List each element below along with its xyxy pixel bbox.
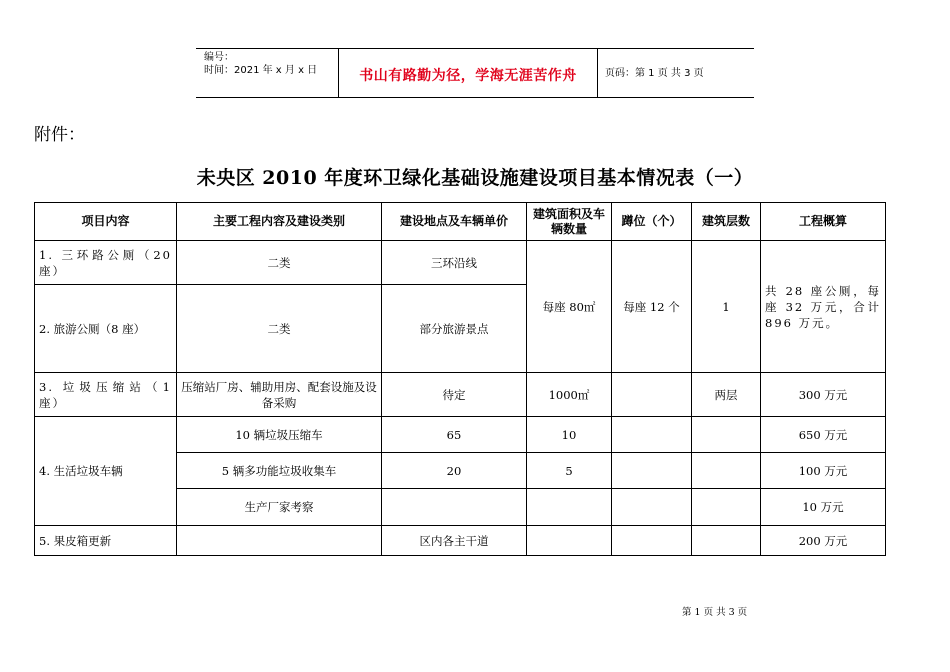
header-meta-cell (196, 49, 338, 97)
content-cell: 压缩站厂房、辅助用房、配套设施及设备采购 (177, 373, 382, 417)
header-motto-cell (338, 49, 598, 97)
location-cell: 区内各主干道 (382, 526, 527, 556)
budget-cell: 650 万元 (761, 417, 886, 453)
squat-cell (612, 453, 692, 489)
price-cell (382, 489, 527, 526)
page-number-label: 页码：第 1 页 共 3 页 (605, 68, 704, 79)
content-cell: 5 辆多功能垃圾收集车 (177, 453, 382, 489)
header-cell: 项目内容 (35, 203, 177, 241)
budget-cell: 300 万元 (761, 373, 886, 417)
budget-cell: 200 万元 (761, 526, 886, 556)
header-motto: 书山有路勤为径，学海无涯苦作舟 (359, 68, 577, 84)
header-cell: 蹲位（个） (612, 203, 692, 241)
item-cell: 2. 旅游公厕（8 座） (35, 285, 177, 373)
document-number-label: 编号： (204, 52, 234, 63)
document-title: 未央区 2010 年度环卫绿化基础设施建设项目基本情况表（一） (196, 167, 754, 189)
floors-cell (692, 417, 761, 453)
area-cell: 1000㎡ (527, 373, 612, 417)
price-cell: 65 (382, 417, 527, 453)
content-cell: 10 辆垃圾压缩车 (177, 417, 382, 453)
header-cell: 主要工程内容及建设类别 (177, 203, 382, 241)
item-cell: 5. 果皮箱更新 (35, 526, 177, 556)
table-header-row (35, 203, 886, 241)
table-row (35, 526, 886, 556)
budget-cell: 100 万元 (761, 453, 886, 489)
header-cell: 建筑面积及车辆数量 (527, 203, 612, 241)
item-cell: 4. 生活垃圾车辆 (35, 417, 177, 526)
page-footer: 第 1 页 共 3 页 (682, 607, 748, 618)
content-cell: 生产厂家考察 (177, 489, 382, 526)
document-time-label: 时间：2021 年 x 月 x 日 (204, 65, 318, 76)
squat-cell (612, 417, 692, 453)
budget-cell: 共 28 座公厕，每座 32 万元，合计 896 万元。 (761, 241, 886, 373)
header-cell: 工程概算 (761, 203, 886, 241)
table-row (35, 417, 886, 453)
squat-cell: 每座 12 个 (612, 241, 692, 373)
floors-cell (692, 526, 761, 556)
category-cell: 二类 (177, 241, 382, 285)
item-cell: 1. 三环路公厕（20 座） (35, 241, 177, 285)
table-row (35, 241, 886, 285)
content-cell (177, 526, 382, 556)
budget-cell: 10 万元 (761, 489, 886, 526)
area-cell: 每座 80㎡ (527, 241, 612, 373)
header-cell: 建设地点及车辆单价 (382, 203, 527, 241)
floors-cell: 1 (692, 241, 761, 373)
floors-cell (692, 453, 761, 489)
header-cell: 建筑层数 (692, 203, 761, 241)
header-page-cell (597, 49, 754, 97)
area-cell (527, 526, 612, 556)
squat-cell (612, 489, 692, 526)
squat-cell (612, 373, 692, 417)
location-cell: 三环沿线 (382, 241, 527, 285)
item-cell: 3. 垃圾压缩站（1 座） (35, 373, 177, 417)
floors-cell (692, 489, 761, 526)
price-cell: 20 (382, 453, 527, 489)
project-table (34, 202, 886, 556)
document-header (196, 48, 754, 98)
table-row (35, 373, 886, 417)
location-cell: 待定 (382, 373, 527, 417)
attachment-label: 附件： (34, 125, 85, 145)
floors-cell: 两层 (692, 373, 761, 417)
quantity-cell: 5 (527, 453, 612, 489)
location-cell: 部分旅游景点 (382, 285, 527, 373)
quantity-cell (527, 489, 612, 526)
category-cell: 二类 (177, 285, 382, 373)
squat-cell (612, 526, 692, 556)
quantity-cell: 10 (527, 417, 612, 453)
